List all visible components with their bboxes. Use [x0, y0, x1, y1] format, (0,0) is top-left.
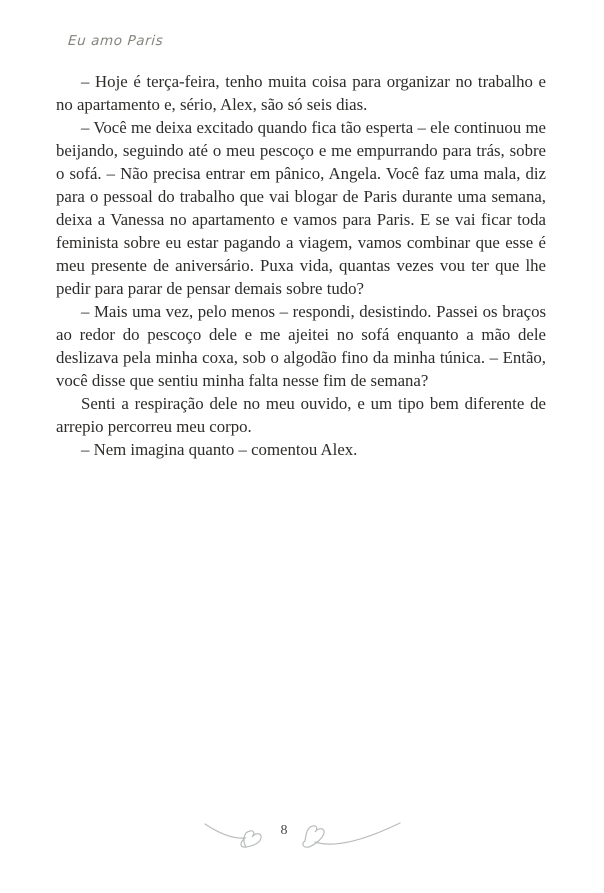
body-paragraph: – Mais uma vez, pelo menos – respondi, desistindo. Passei os braços ao redor do pescoço dele e me ajeitei no sofá enquanto a mão dele deslizava pela minha coxa, sob o algodão fino da minha túnica. – Então, você disse que sentiu minha falta nesse fim de semana?: [56, 302, 546, 390]
page-number: 8: [280, 823, 288, 838]
heart-flourish-right-icon: [297, 818, 401, 850]
body-paragraph: – Hoje é terça-feira, tenho muita coisa para organizar no trabalho e no apartamento e, sério, Alex, são só seis dias.: [56, 72, 546, 114]
heart-flourish-left-icon: [204, 818, 272, 850]
body-paragraph: Senti a respiração dele no meu ouvido, e um tipo bem diferente de arrepio percorreu meu corpo.: [56, 394, 546, 436]
page-footer: [0, 817, 604, 851]
body-paragraph: – Nem imagina quanto – comentou Alex.: [81, 440, 358, 459]
body-paragraph: – Você me deixa excitado quando fica tão esperta – ele continuou me beijando, seguindo até o meu pescoço e me empurrando para trás, sobre o sofá. – Não precisa entrar em pânico, Angela. Você faz uma mala, diz para o pessoal do trabalho que vai blogar de Paris durante uma semana, deixa a Vanessa no apartamento e vamos para Paris. E se vai ficar toda feminista sobre eu estar pagando a viagem, vamos combinar que esse é meu presente de aniversário. Puxa vida, quantas vezes vou ter que lhe pedir para parar de pensar demais sobre tudo?: [56, 118, 546, 298]
running-header: Eu amo Paris: [67, 33, 164, 49]
body-text-block: [56, 70, 546, 461]
